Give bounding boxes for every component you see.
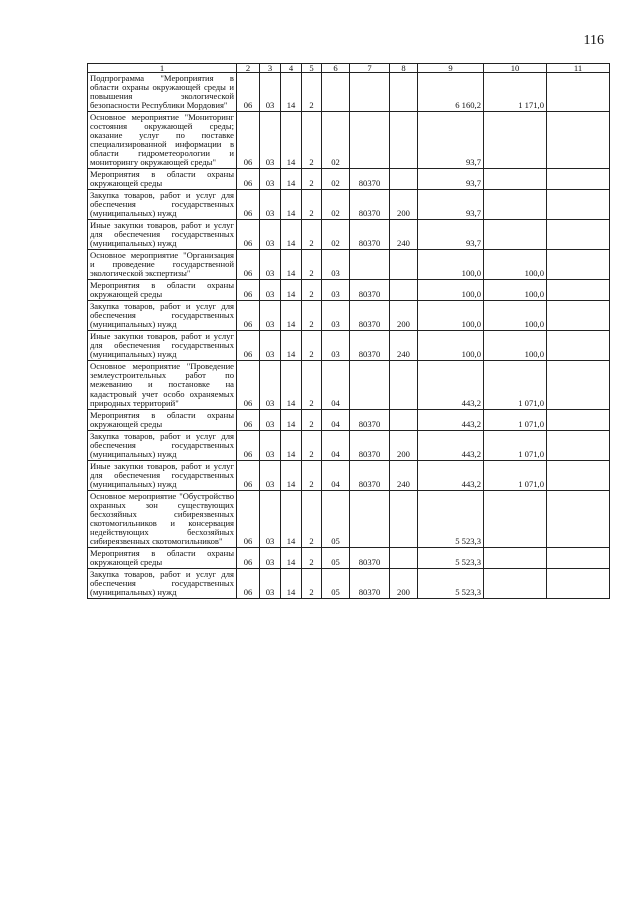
amount-col10: 100,0 [484, 331, 547, 361]
program-code: 14 [281, 430, 302, 460]
amount-col9: 100,0 [418, 331, 484, 361]
section-code: 06 [237, 430, 260, 460]
program-code: 14 [281, 361, 302, 409]
section-code: 06 [237, 547, 260, 568]
amount-col9: 5 523,3 [418, 490, 484, 547]
table-row [88, 220, 610, 250]
page-number: 116 [583, 33, 604, 48]
amount-col10: 100,0 [484, 250, 547, 280]
column-header-1: 1 [88, 64, 237, 73]
program-code: 14 [281, 409, 302, 430]
amount-col9: 93,7 [418, 220, 484, 250]
table-row [88, 112, 610, 169]
subsection-code: 03 [260, 568, 281, 598]
amount-col9: 5 523,3 [418, 568, 484, 598]
table-row [88, 331, 610, 361]
amount-col11 [547, 568, 610, 598]
activity-code: 05 [322, 490, 350, 547]
expense-type-code: 200 [390, 568, 418, 598]
row-name: Закупка товаров, работ и услуг для обеспечения государственных (муниципальных) нужд [88, 430, 237, 460]
expense-code: 80370 [350, 190, 390, 220]
subsection-code: 03 [260, 301, 281, 331]
column-header-3: 3 [260, 64, 281, 73]
amount-col9: 93,7 [418, 190, 484, 220]
amount-col9: 100,0 [418, 280, 484, 301]
program-code: 14 [281, 547, 302, 568]
activity-code: 03 [322, 250, 350, 280]
expense-type-code: 200 [390, 430, 418, 460]
program-code: 14 [281, 112, 302, 169]
subsection-code: 03 [260, 73, 281, 112]
program-code: 14 [281, 220, 302, 250]
header-row [88, 64, 610, 73]
subprogram-code: 2 [302, 568, 322, 598]
expense-code: 80370 [350, 430, 390, 460]
table-row [88, 250, 610, 280]
activity-code: 03 [322, 280, 350, 301]
expense-code [350, 112, 390, 169]
subsection-code: 03 [260, 361, 281, 409]
amount-col11 [547, 169, 610, 190]
section-code: 06 [237, 112, 260, 169]
table-row [88, 490, 610, 547]
amount-col11 [547, 430, 610, 460]
expense-type-code [390, 490, 418, 547]
activity-code: 05 [322, 547, 350, 568]
program-code: 14 [281, 280, 302, 301]
amount-col9: 5 523,3 [418, 547, 484, 568]
amount-col11 [547, 460, 610, 490]
table-row [88, 409, 610, 430]
expense-code: 80370 [350, 301, 390, 331]
subprogram-code: 2 [302, 169, 322, 190]
table-row [88, 460, 610, 490]
amount-col10 [484, 190, 547, 220]
amount-col11 [547, 361, 610, 409]
row-name: Подпрограмма "Мероприятия в области охраны окружающей среды и повышения экологической безопасности Республики Мордовия" [88, 73, 237, 112]
amount-col9: 93,7 [418, 112, 484, 169]
subprogram-code: 2 [302, 547, 322, 568]
amount-col9: 93,7 [418, 169, 484, 190]
expense-code [350, 73, 390, 112]
row-name: Закупка товаров, работ и услуг для обеспечения государственных (муниципальных) нужд [88, 301, 237, 331]
amount-col9: 443,2 [418, 409, 484, 430]
expense-type-code: 240 [390, 460, 418, 490]
activity-code: 02 [322, 190, 350, 220]
row-name: Иные закупки товаров, работ и услуг для обеспечения государственных (муниципальных) нужд [88, 331, 237, 361]
subprogram-code: 2 [302, 220, 322, 250]
expense-type-code [390, 409, 418, 430]
column-header-7: 7 [350, 64, 390, 73]
row-name: Иные закупки товаров, работ и услуг для обеспечения государственных (муниципальных) нужд [88, 460, 237, 490]
expense-code [350, 361, 390, 409]
amount-col11 [547, 73, 610, 112]
column-header-2: 2 [237, 64, 260, 73]
activity-code: 03 [322, 301, 350, 331]
row-name: Мероприятия в области охраны окружающей среды [88, 409, 237, 430]
expense-type-code [390, 112, 418, 169]
section-code: 06 [237, 409, 260, 430]
expense-code: 80370 [350, 409, 390, 430]
section-code: 06 [237, 280, 260, 301]
expense-code: 80370 [350, 547, 390, 568]
row-name: Мероприятия в области охраны окружающей среды [88, 169, 237, 190]
column-header-5: 5 [302, 64, 322, 73]
amount-col11 [547, 220, 610, 250]
subprogram-code: 2 [302, 409, 322, 430]
subprogram-code: 2 [302, 490, 322, 547]
amount-col10 [484, 220, 547, 250]
subprogram-code: 2 [302, 361, 322, 409]
program-code: 14 [281, 190, 302, 220]
column-header-6: 6 [322, 64, 350, 73]
subprogram-code: 2 [302, 301, 322, 331]
section-code: 06 [237, 331, 260, 361]
row-name: Основное мероприятие "Мониторинг состояния окружающей среды; оказание услуг по поставке специализированной информации в области гидрометеорологии и мониторингу окружающей среды" [88, 112, 237, 169]
table-row [88, 280, 610, 301]
activity-code: 02 [322, 169, 350, 190]
expense-code: 80370 [350, 460, 390, 490]
activity-code: 04 [322, 430, 350, 460]
amount-col9: 443,2 [418, 361, 484, 409]
expense-type-code: 200 [390, 301, 418, 331]
expense-type-code [390, 547, 418, 568]
amount-col10: 100,0 [484, 301, 547, 331]
section-code: 06 [237, 250, 260, 280]
section-code: 06 [237, 220, 260, 250]
amount-col9: 443,2 [418, 460, 484, 490]
subsection-code: 03 [260, 430, 281, 460]
amount-col10 [484, 169, 547, 190]
amount-col10 [484, 112, 547, 169]
activity-code [322, 73, 350, 112]
program-code: 14 [281, 460, 302, 490]
subprogram-code: 2 [302, 280, 322, 301]
subsection-code: 03 [260, 169, 281, 190]
expense-code: 80370 [350, 568, 390, 598]
row-name: Мероприятия в области охраны окружающей среды [88, 280, 237, 301]
row-name: Иные закупки товаров, работ и услуг для обеспечения государственных (муниципальных) нужд [88, 220, 237, 250]
amount-col11 [547, 301, 610, 331]
expense-type-code: 200 [390, 190, 418, 220]
row-name: Основное мероприятие "Обустройство охранных зон существующих бесхозяйных сибиреязвенных скотомогильников и консервация недействующих бесхозяйных сибиреязвенных скотомогильников" [88, 490, 237, 547]
subprogram-code: 2 [302, 73, 322, 112]
section-code: 06 [237, 568, 260, 598]
column-header-11: 11 [547, 64, 610, 73]
subsection-code: 03 [260, 250, 281, 280]
expense-type-code [390, 361, 418, 409]
subsection-code: 03 [260, 190, 281, 220]
section-code: 06 [237, 490, 260, 547]
activity-code: 02 [322, 112, 350, 169]
section-code: 06 [237, 361, 260, 409]
subprogram-code: 2 [302, 250, 322, 280]
activity-code: 02 [322, 220, 350, 250]
expense-code: 80370 [350, 331, 390, 361]
expense-type-code [390, 73, 418, 112]
section-code: 06 [237, 460, 260, 490]
amount-col11 [547, 250, 610, 280]
section-code: 06 [237, 169, 260, 190]
amount-col11 [547, 409, 610, 430]
amount-col10: 100,0 [484, 280, 547, 301]
program-code: 14 [281, 169, 302, 190]
amount-col10 [484, 490, 547, 547]
subsection-code: 03 [260, 220, 281, 250]
amount-col10: 1 071,0 [484, 361, 547, 409]
subsection-code: 03 [260, 460, 281, 490]
subsection-code: 03 [260, 409, 281, 430]
amount-col11 [547, 490, 610, 547]
row-name: Закупка товаров, работ и услуг для обеспечения государственных (муниципальных) нужд [88, 190, 237, 220]
amount-col10: 1 071,0 [484, 430, 547, 460]
activity-code: 03 [322, 331, 350, 361]
row-name: Мероприятия в области охраны окружающей среды [88, 547, 237, 568]
program-code: 14 [281, 301, 302, 331]
row-name: Закупка товаров, работ и услуг для обеспечения государственных (муниципальных) нужд [88, 568, 237, 598]
activity-code: 05 [322, 568, 350, 598]
expense-type-code [390, 280, 418, 301]
program-code: 14 [281, 568, 302, 598]
expense-type-code [390, 169, 418, 190]
column-header-8: 8 [390, 64, 418, 73]
program-code: 14 [281, 250, 302, 280]
table-body [88, 73, 610, 599]
subsection-code: 03 [260, 547, 281, 568]
subprogram-code: 2 [302, 190, 322, 220]
table-row [88, 301, 610, 331]
expense-code [350, 250, 390, 280]
expense-type-code [390, 250, 418, 280]
subprogram-code: 2 [302, 430, 322, 460]
expense-code [350, 490, 390, 547]
activity-code: 04 [322, 460, 350, 490]
table-row [88, 190, 610, 220]
expense-code: 80370 [350, 280, 390, 301]
table-row [88, 430, 610, 460]
subsection-code: 03 [260, 280, 281, 301]
amount-col11 [547, 280, 610, 301]
subsection-code: 03 [260, 112, 281, 169]
section-code: 06 [237, 73, 260, 112]
amount-col9: 6 160,2 [418, 73, 484, 112]
row-name: Основное мероприятие "Организация и проведение государственной экологической экспертизы" [88, 250, 237, 280]
expense-type-code: 240 [390, 220, 418, 250]
amount-col10 [484, 568, 547, 598]
program-code: 14 [281, 331, 302, 361]
amount-col10: 1 171,0 [484, 73, 547, 112]
amount-col9: 100,0 [418, 250, 484, 280]
table-row [88, 169, 610, 190]
program-code: 14 [281, 73, 302, 112]
table-row [88, 73, 610, 112]
amount-col11 [547, 547, 610, 568]
expense-type-code: 240 [390, 331, 418, 361]
amount-col11 [547, 112, 610, 169]
expense-code: 80370 [350, 220, 390, 250]
table-row [88, 547, 610, 568]
amount-col10: 1 071,0 [484, 409, 547, 430]
table-row [88, 361, 610, 409]
subprogram-code: 2 [302, 112, 322, 169]
column-header-4: 4 [281, 64, 302, 73]
subsection-code: 03 [260, 490, 281, 547]
program-code: 14 [281, 490, 302, 547]
amount-col9: 443,2 [418, 430, 484, 460]
column-header-10: 10 [484, 64, 547, 73]
subprogram-code: 2 [302, 460, 322, 490]
amount-col11 [547, 190, 610, 220]
section-code: 06 [237, 301, 260, 331]
subsection-code: 03 [260, 331, 281, 361]
budget-table [87, 63, 610, 599]
amount-col9: 100,0 [418, 301, 484, 331]
section-code: 06 [237, 190, 260, 220]
amount-col11 [547, 331, 610, 361]
row-name: Основное мероприятие "Проведение землеустроительных работ по межеванию и постановке на кадастровый учет особо охраняемых природных территорий" [88, 361, 237, 409]
expense-code: 80370 [350, 169, 390, 190]
activity-code: 04 [322, 409, 350, 430]
column-header-9: 9 [418, 64, 484, 73]
subprogram-code: 2 [302, 331, 322, 361]
activity-code: 04 [322, 361, 350, 409]
table-row [88, 568, 610, 598]
amount-col10 [484, 547, 547, 568]
amount-col10: 1 071,0 [484, 460, 547, 490]
